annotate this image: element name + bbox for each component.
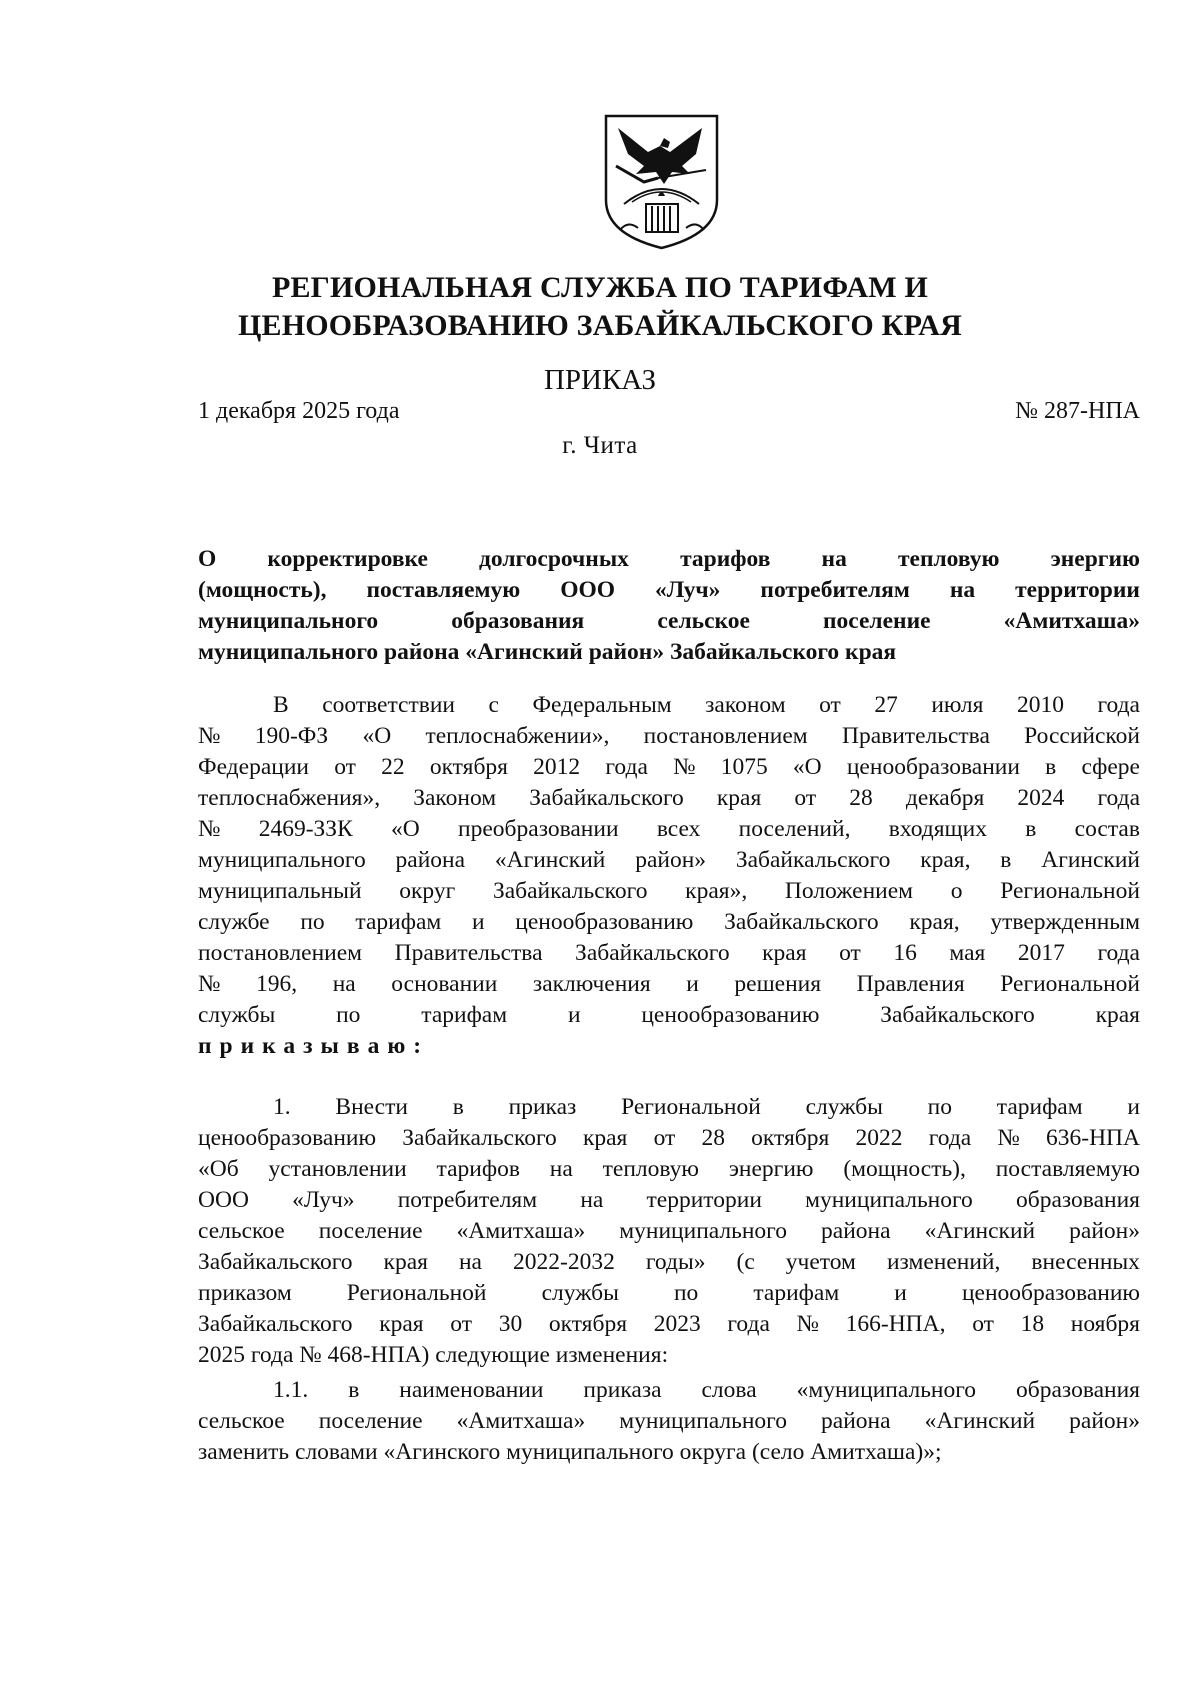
item-1-line: приказом Региональной службы по тарифам и ценообразованию	[198, 1280, 1140, 1306]
item-1-line: сельское поселение «Амитхаша» муниципального района «Агинский район»	[198, 1218, 1140, 1244]
preamble-line: службе по тарифам и ценообразованию Забайкальского края, утвержденным	[198, 909, 1140, 935]
organization-name-line-2: ЦЕНООБРАЗОВАНИЮ ЗАБАЙКАЛЬСКОГО КРАЯ	[237, 309, 963, 342]
item-1-line: Забайкальского края на 2022-2032 годы» (с учетом изменений, внесенных	[198, 1249, 1140, 1275]
document-date: 1 декабря 2025 года	[198, 398, 400, 424]
item-1-1-line: сельское поселение «Амитхаша» муниципального района «Агинский район»	[198, 1408, 1140, 1434]
item-1-line: 1. Внести в приказ Региональной службы по тарифам и	[273, 1094, 1140, 1120]
item-1-line: ценообразованию Забайкальского края от 28 октября 2022 года № 636-НПА	[198, 1125, 1140, 1151]
title-line: муниципального района «Агинский район» Забайкальского края	[198, 639, 897, 665]
preamble-line: службы по тарифам и ценообразованию Забайкальского края	[198, 1002, 1140, 1028]
preamble-line: постановлением Правительства Забайкальского края от 16 мая 2017 года	[198, 940, 1140, 966]
organization-name-line-1: РЕГИОНАЛЬНАЯ СЛУЖБА ПО ТАРИФАМ И	[271, 271, 929, 304]
title-line: (мощность), поставляемую ООО «Луч» потребителям на территории	[198, 577, 1140, 603]
document-type: ПРИКАЗ	[543, 364, 657, 396]
title-line: О корректировке долгосрочных тарифов на тепловую энергию	[198, 546, 1140, 572]
preamble-line: теплоснабжения», Законом Забайкальского края от 28 декабря 2024 года	[198, 785, 1140, 811]
item-1-1-line: заменить словами «Агинского муниципального округа (село Амитхаша)»;	[198, 1439, 942, 1465]
preamble-line: муниципального района «Агинский район» Забайкальского края, в Агинский	[198, 847, 1140, 873]
preamble-line: В соответствии с Федеральным законом от 27 июля 2010 года	[273, 692, 1140, 718]
item-1-1-line: 1.1. в наименовании приказа слова «муниципального образования	[273, 1377, 1140, 1403]
preamble-line: муниципальный округ Забайкальского края», Положением о Региональной	[198, 878, 1140, 904]
item-1-line: ООО «Луч» потребителям на территории муниципального образования	[198, 1187, 1140, 1213]
item-1-line: 2025 года № 468-НПА) следующие изменения:	[198, 1342, 669, 1368]
item-1-line: Забайкальского края от 30 октября 2023 года № 166-НПА, от 18 ноября	[198, 1311, 1140, 1337]
coat-of-arms-emblem	[598, 112, 725, 252]
item-1-line: «Об установлении тарифов на тепловую энергию (мощность), поставляемую	[198, 1156, 1140, 1182]
order-word: приказываю:	[198, 1033, 430, 1059]
title-line: муниципального образования сельское поселение «Амитхаша»	[198, 608, 1140, 634]
document-city: г. Чита	[562, 432, 638, 459]
preamble-line: № 2469-ЗЗК «О преобразовании всех поселений, входящих в состав	[198, 816, 1140, 842]
preamble-line: № 196, на основании заключения и решения Правления Региональной	[198, 971, 1140, 997]
preamble-line: № 190-ФЗ «О теплоснабжении», постановлением Правительства Российской	[198, 723, 1140, 749]
preamble-line: Федерации от 22 октября 2012 года № 1075 «О ценообразовании в сфере	[198, 754, 1140, 780]
document-number: № 287-НПА	[1015, 398, 1140, 424]
